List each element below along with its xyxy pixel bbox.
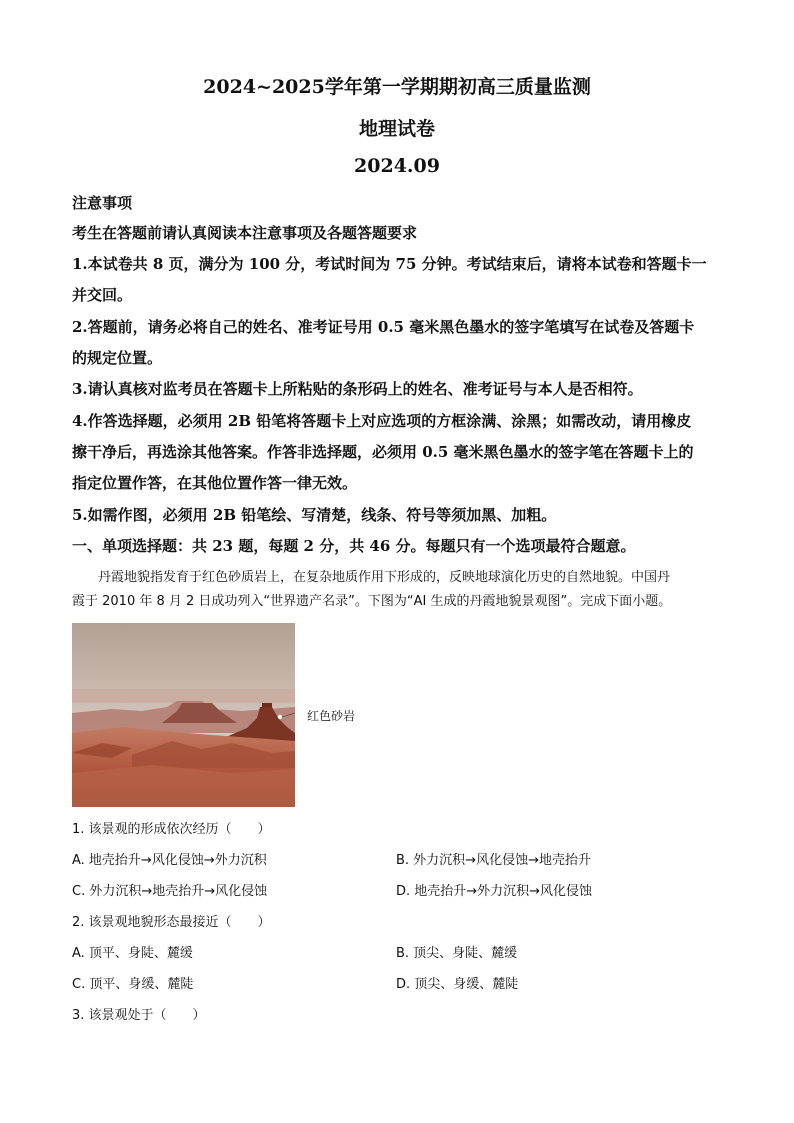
danxia-landscape-image bbox=[72, 623, 295, 807]
notice-line: 指定位置作答，在其他位置作答一律无效。 bbox=[72, 474, 358, 492]
option-d: D. 地壳抬升→外力沉积→风化侵蚀 bbox=[396, 884, 593, 899]
question-intro bbox=[72, 566, 732, 614]
exam-title: 2024~2025学年第一学期期初高三质量监测 bbox=[203, 76, 591, 98]
option-c: C. 外力沉积→地壳抬升→风化侵蚀 bbox=[72, 884, 268, 899]
exam-subject: 地理试卷 bbox=[358, 118, 435, 140]
option-a: A. 地壳抬升→风化侵蚀→外力沉积 bbox=[72, 853, 267, 868]
intro-line: 霞于 2010 年 8 月 2 日成功列入“世界遗产名录”。下图为“AI 生成的丹霞地貌景观图”。完成下面小题。 bbox=[72, 594, 672, 609]
option-b: B. 顶尖、身陡、麓缓 bbox=[396, 946, 518, 961]
section-heading: 一、单项选择题：共 23 题，每题 2 分，共 46 分。每题只有一个选项最符合题意。 bbox=[72, 537, 636, 555]
option-c: C. 顶平、身缓、麓陡 bbox=[72, 977, 194, 992]
notice-line: 1.本试卷共 8 页，满分为 100 分，考试时间为 75 分钟。考试结束后，请将本试卷和答题卡一 bbox=[72, 255, 707, 273]
figure-label-red-sandstone: 红色砂岩 bbox=[307, 709, 356, 723]
danxia-landscape-illustration bbox=[72, 623, 295, 807]
question-stem: 3. 该景观处于（ ） bbox=[72, 1008, 206, 1023]
option-d: D. 顶尖、身缓、麓陡 bbox=[396, 977, 519, 992]
question-stem: 1. 该景观的形成依次经历（ ） bbox=[72, 822, 271, 837]
option-a: A. 顶平、身陡、麓缓 bbox=[72, 946, 193, 961]
notice-line: 擦干净后，再选涂其他答案。作答非选择题，必须用 0.5 毫米黑色墨水的签字笔在答题卡上的 bbox=[72, 443, 694, 461]
option-b: B. 外力沉积→风化侵蚀→地壳抬升 bbox=[396, 853, 591, 868]
question-stem: 2. 该景观地貌形态最接近（ ） bbox=[72, 915, 271, 930]
notice-line: 2.答题前，请务必将自己的姓名、准考证号用 0.5 毫米黑色墨水的签字笔填写在试卷及答题卡 bbox=[72, 318, 695, 336]
notice-line: 3.请认真核对监考员在答题卡上所粘贴的条形码上的姓名、准考证号与本人是否相符。 bbox=[72, 380, 643, 398]
intro-line: 丹霞地貌指发育于红色砂质岩上，在复杂地质作用下形成的，反映地球演化历史的自然地貌。中国丹 bbox=[98, 570, 671, 585]
notice-line: 的规定位置。 bbox=[72, 349, 163, 367]
exam-date: 2024.09 bbox=[354, 155, 440, 177]
notice-line: 4.作答选择题，必须用 2B 铅笔将答题卡上对应选项的方框涂满、涂黑；如需改动，请用橡皮 bbox=[72, 412, 692, 430]
notice-line: 考生在答题前请认真阅读本注意事项及各题答题要求 bbox=[72, 224, 418, 242]
notice-heading: 注意事项 bbox=[72, 194, 133, 212]
notice-line: 并交回。 bbox=[72, 286, 133, 304]
notice-line: 5.如需作图，必须用 2B 铅笔绘、写清楚，线条、符号等须加黑、加粗。 bbox=[72, 506, 557, 524]
